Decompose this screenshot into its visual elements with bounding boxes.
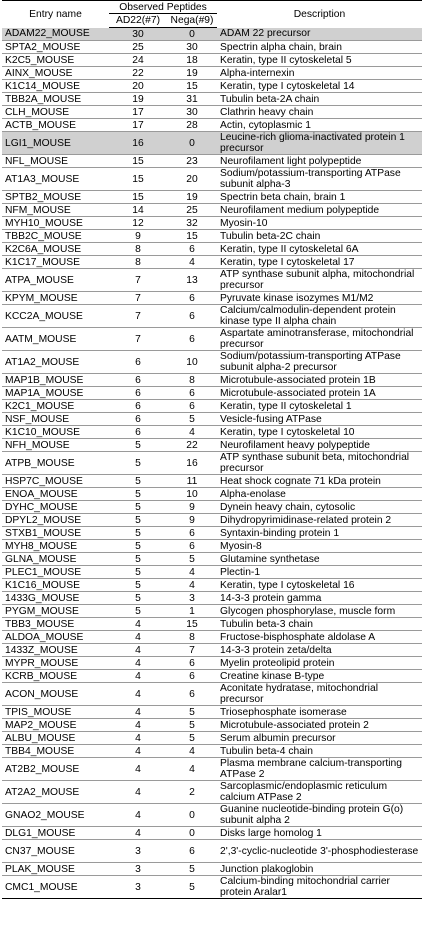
table-row <box>2 719 422 732</box>
table-row <box>2 67 422 80</box>
entry-name-cell: K1C14_MOUSE <box>2 80 109 93</box>
description-cell: Myelin proteolipid protein <box>217 657 422 670</box>
nega-count-cell: 9 <box>167 514 217 527</box>
entry-name-cell: PLAK_MOUSE <box>2 863 109 876</box>
description-cell: 14-3-3 protein gamma <box>217 592 422 605</box>
table-row <box>2 230 422 243</box>
entry-name-cell: K1C17_MOUSE <box>2 256 109 269</box>
description-cell: Microtubule-associated protein 1B <box>217 374 422 387</box>
table-row <box>2 863 422 876</box>
nega-count-cell: 4 <box>167 579 217 592</box>
nega-count-cell: 1 <box>167 605 217 618</box>
table-row <box>2 631 422 644</box>
ad22-count-cell: 15 <box>109 155 167 168</box>
nega-count-cell: 10 <box>167 351 217 374</box>
table-header <box>2 1 422 28</box>
entry-name-cell: DLG1_MOUSE <box>2 827 109 840</box>
table-row <box>2 840 422 863</box>
description-cell: Heat shock cognate 71 kDa protein <box>217 475 422 488</box>
description-cell: Microtubule-associated protein 2 <box>217 719 422 732</box>
entry-name-cell: SPTA2_MOUSE <box>2 41 109 54</box>
table-row <box>2 452 422 475</box>
nega-count-cell: 25 <box>167 204 217 217</box>
nega-count-cell: 2 <box>167 781 217 804</box>
nega-count-cell: 6 <box>167 292 217 305</box>
description-cell: Glycogen phosphorylase, muscle form <box>217 605 422 618</box>
description-cell: Actin, cytoplasmic 1 <box>217 119 422 132</box>
entry-name-cell: TBB4_MOUSE <box>2 745 109 758</box>
table-row <box>2 155 422 168</box>
ad22-count-cell: 8 <box>109 243 167 256</box>
description-cell: Alpha-internexin <box>217 67 422 80</box>
description-cell: Alpha-enolase <box>217 488 422 501</box>
description-cell: Spectrin alpha chain, brain <box>217 41 422 54</box>
peptide-table-container <box>2 0 422 899</box>
table-row <box>2 119 422 132</box>
description-cell: Myosin-8 <box>217 540 422 553</box>
ad22-count-cell: 5 <box>109 488 167 501</box>
table-row <box>2 732 422 745</box>
entry-name-cell: ACON_MOUSE <box>2 683 109 706</box>
nega-count-cell: 6 <box>167 540 217 553</box>
nega-count-cell: 32 <box>167 217 217 230</box>
table-row <box>2 781 422 804</box>
ad22-count-cell: 16 <box>109 132 167 155</box>
entry-name-cell: MYPR_MOUSE <box>2 657 109 670</box>
ad22-count-cell: 3 <box>109 876 167 899</box>
ad22-count-cell: 12 <box>109 217 167 230</box>
ad22-count-cell: 17 <box>109 119 167 132</box>
table-row <box>2 292 422 305</box>
description-cell: Glutamine synthetase <box>217 553 422 566</box>
entry-name-cell: MYH10_MOUSE <box>2 217 109 230</box>
description-cell: ATP synthase subunit beta, mitochondrial precursor <box>217 452 422 475</box>
description-cell: Plectin-1 <box>217 566 422 579</box>
entry-name-cell: NSF_MOUSE <box>2 413 109 426</box>
entry-name-cell: DYHC_MOUSE <box>2 501 109 514</box>
table-row <box>2 579 422 592</box>
nega-count-cell: 10 <box>167 488 217 501</box>
entry-name-cell: GLNA_MOUSE <box>2 553 109 566</box>
ad22-count-cell: 6 <box>109 426 167 439</box>
table-row <box>2 827 422 840</box>
nega-count-cell: 31 <box>167 93 217 106</box>
entry-name-cell: STXB1_MOUSE <box>2 527 109 540</box>
entry-name-cell: AT1A2_MOUSE <box>2 351 109 374</box>
ad22-count-cell: 6 <box>109 413 167 426</box>
description-cell: ATP synthase subunit alpha, mitochondrial precursor <box>217 269 422 292</box>
ad22-count-cell: 6 <box>109 374 167 387</box>
table-row <box>2 804 422 827</box>
entry-name-cell: MAP1B_MOUSE <box>2 374 109 387</box>
ad22-count-cell: 4 <box>109 657 167 670</box>
table-row <box>2 106 422 119</box>
table-row <box>2 758 422 781</box>
ad22-count-cell: 6 <box>109 351 167 374</box>
description-cell: 2',3'-cyclic-nucleotide 3'-phosphodiesterase <box>217 840 422 863</box>
nega-count-cell: 7 <box>167 644 217 657</box>
ad22-count-cell: 4 <box>109 644 167 657</box>
ad22-count-cell: 17 <box>109 106 167 119</box>
nega-count-cell: 20 <box>167 168 217 191</box>
description-cell: Myosin-10 <box>217 217 422 230</box>
description-cell: Aconitate hydratase, mitochondrial precursor <box>217 683 422 706</box>
entry-name-cell: AT2A2_MOUSE <box>2 781 109 804</box>
description-cell: Sodium/potassium-transporting ATPase subunit alpha-3 <box>217 168 422 191</box>
description-cell: Calcium-binding mitochondrial carrier protein Aralar1 <box>217 876 422 899</box>
nega-count-cell: 6 <box>167 243 217 256</box>
ad22-count-cell: 6 <box>109 400 167 413</box>
table-row <box>2 488 422 501</box>
header-observed-peptides: Observed Peptides <box>109 1 217 14</box>
table-row <box>2 592 422 605</box>
nega-count-cell: 8 <box>167 374 217 387</box>
entry-name-cell: AT2B2_MOUSE <box>2 758 109 781</box>
entry-name-cell: 1433Z_MOUSE <box>2 644 109 657</box>
description-cell: Keratin, type II cytoskeletal 1 <box>217 400 422 413</box>
table-row <box>2 41 422 54</box>
ad22-count-cell: 6 <box>109 387 167 400</box>
description-cell: Leucine-rich glioma-inactivated protein 1 precursor <box>217 132 422 155</box>
entry-name-cell: TPIS_MOUSE <box>2 706 109 719</box>
entry-name-cell: HSP7C_MOUSE <box>2 475 109 488</box>
ad22-count-cell: 4 <box>109 706 167 719</box>
nega-count-cell: 6 <box>167 387 217 400</box>
nega-count-cell: 6 <box>167 527 217 540</box>
description-cell: Clathrin heavy chain <box>217 106 422 119</box>
description-cell: Spectrin beta chain, brain 1 <box>217 191 422 204</box>
table-row <box>2 426 422 439</box>
nega-count-cell: 9 <box>167 501 217 514</box>
entry-name-cell: CMC1_MOUSE <box>2 876 109 899</box>
description-cell: Neurofilament medium polypeptide <box>217 204 422 217</box>
table-row <box>2 657 422 670</box>
ad22-count-cell: 5 <box>109 553 167 566</box>
nega-count-cell: 4 <box>167 426 217 439</box>
entry-name-cell: NFH_MOUSE <box>2 439 109 452</box>
ad22-count-cell: 4 <box>109 683 167 706</box>
nega-count-cell: 8 <box>167 631 217 644</box>
ad22-count-cell: 8 <box>109 256 167 269</box>
description-cell: Creatine kinase B-type <box>217 670 422 683</box>
description-cell: Fructose-bisphosphate aldolase A <box>217 631 422 644</box>
nega-count-cell: 0 <box>167 28 217 41</box>
table-row <box>2 93 422 106</box>
table-row <box>2 305 422 328</box>
ad22-count-cell: 14 <box>109 204 167 217</box>
entry-name-cell: NFL_MOUSE <box>2 155 109 168</box>
description-cell: Triosephosphate isomerase <box>217 706 422 719</box>
table-row <box>2 413 422 426</box>
nega-count-cell: 4 <box>167 758 217 781</box>
description-cell: Tubulin beta-2A chain <box>217 93 422 106</box>
nega-count-cell: 0 <box>167 132 217 155</box>
nega-count-cell: 30 <box>167 106 217 119</box>
peptide-table <box>2 0 422 899</box>
nega-count-cell: 13 <box>167 269 217 292</box>
description-cell: Tubulin beta-3 chain <box>217 618 422 631</box>
table-row <box>2 387 422 400</box>
ad22-count-cell: 15 <box>109 191 167 204</box>
table-row <box>2 191 422 204</box>
entry-name-cell: AT1A3_MOUSE <box>2 168 109 191</box>
nega-count-cell: 6 <box>167 670 217 683</box>
entry-name-cell: GNAO2_MOUSE <box>2 804 109 827</box>
entry-name-cell: KCRB_MOUSE <box>2 670 109 683</box>
ad22-count-cell: 5 <box>109 566 167 579</box>
table-row <box>2 168 422 191</box>
ad22-count-cell: 7 <box>109 292 167 305</box>
entry-name-cell: ADAM22_MOUSE <box>2 28 109 41</box>
entry-name-cell: K2C6A_MOUSE <box>2 243 109 256</box>
ad22-count-cell: 4 <box>109 827 167 840</box>
entry-name-cell: 1433G_MOUSE <box>2 592 109 605</box>
ad22-count-cell: 4 <box>109 745 167 758</box>
entry-name-cell: MAP1A_MOUSE <box>2 387 109 400</box>
description-cell: Keratin, type I cytoskeletal 17 <box>217 256 422 269</box>
ad22-count-cell: 19 <box>109 93 167 106</box>
table-row <box>2 132 422 155</box>
nega-count-cell: 6 <box>167 328 217 351</box>
entry-name-cell: DPYL2_MOUSE <box>2 514 109 527</box>
ad22-count-cell: 9 <box>109 230 167 243</box>
description-cell: Neurofilament heavy polypeptide <box>217 439 422 452</box>
ad22-count-cell: 24 <box>109 54 167 67</box>
nega-count-cell: 11 <box>167 475 217 488</box>
nega-count-cell: 23 <box>167 155 217 168</box>
ad22-count-cell: 4 <box>109 758 167 781</box>
table-row <box>2 553 422 566</box>
entry-name-cell: ALDOA_MOUSE <box>2 631 109 644</box>
table-row <box>2 644 422 657</box>
nega-count-cell: 5 <box>167 706 217 719</box>
ad22-count-cell: 5 <box>109 439 167 452</box>
table-body <box>2 28 422 899</box>
description-cell: 14-3-3 protein zeta/delta <box>217 644 422 657</box>
description-cell: Tubulin beta-4 chain <box>217 745 422 758</box>
entry-name-cell: PLEC1_MOUSE <box>2 566 109 579</box>
ad22-count-cell: 5 <box>109 540 167 553</box>
ad22-count-cell: 7 <box>109 328 167 351</box>
nega-count-cell: 19 <box>167 191 217 204</box>
description-cell: Pyruvate kinase isozymes M1/M2 <box>217 292 422 305</box>
nega-count-cell: 6 <box>167 305 217 328</box>
nega-count-cell: 6 <box>167 683 217 706</box>
description-cell: Guanine nucleotide-binding protein G(o) subunit alpha 2 <box>217 804 422 827</box>
entry-name-cell: LGI1_MOUSE <box>2 132 109 155</box>
nega-count-cell: 4 <box>167 566 217 579</box>
description-cell: Keratin, type I cytoskeletal 16 <box>217 579 422 592</box>
description-cell: Dynein heavy chain, cytosolic <box>217 501 422 514</box>
table-row <box>2 683 422 706</box>
ad22-count-cell: 5 <box>109 579 167 592</box>
nega-count-cell: 5 <box>167 863 217 876</box>
ad22-count-cell: 4 <box>109 781 167 804</box>
description-cell: Aspartate aminotransferase, mitochondrial precursor <box>217 328 422 351</box>
table-row <box>2 54 422 67</box>
description-cell: Vesicle-fusing ATPase <box>217 413 422 426</box>
ad22-count-cell: 5 <box>109 501 167 514</box>
nega-count-cell: 16 <box>167 452 217 475</box>
description-cell: Junction plakoglobin <box>217 863 422 876</box>
table-row <box>2 876 422 899</box>
table-row <box>2 475 422 488</box>
description-cell: Keratin, type II cytoskeletal 5 <box>217 54 422 67</box>
nega-count-cell: 6 <box>167 657 217 670</box>
nega-count-cell: 0 <box>167 804 217 827</box>
entry-name-cell: ACTB_MOUSE <box>2 119 109 132</box>
ad22-count-cell: 15 <box>109 168 167 191</box>
entry-name-cell: SPTB2_MOUSE <box>2 191 109 204</box>
ad22-count-cell: 25 <box>109 41 167 54</box>
nega-count-cell: 22 <box>167 439 217 452</box>
entry-name-cell: TBB2A_MOUSE <box>2 93 109 106</box>
nega-count-cell: 15 <box>167 80 217 93</box>
description-cell: Sarcoplasmic/endoplasmic reticulum calcium ATPase 2 <box>217 781 422 804</box>
nega-count-cell: 4 <box>167 256 217 269</box>
ad22-count-cell: 5 <box>109 527 167 540</box>
description-cell: Tubulin beta-2C chain <box>217 230 422 243</box>
table-row <box>2 269 422 292</box>
entry-name-cell: ATPB_MOUSE <box>2 452 109 475</box>
table-row <box>2 670 422 683</box>
ad22-count-cell: 3 <box>109 840 167 863</box>
ad22-count-cell: 4 <box>109 732 167 745</box>
description-cell: Serum albumin precursor <box>217 732 422 745</box>
entry-name-cell: K1C16_MOUSE <box>2 579 109 592</box>
ad22-count-cell: 3 <box>109 863 167 876</box>
entry-name-cell: AATM_MOUSE <box>2 328 109 351</box>
table-row <box>2 745 422 758</box>
entry-name-cell: K2C5_MOUSE <box>2 54 109 67</box>
nega-count-cell: 5 <box>167 719 217 732</box>
table-row <box>2 540 422 553</box>
table-row <box>2 256 422 269</box>
nega-count-cell: 28 <box>167 119 217 132</box>
entry-name-cell: TBB3_MOUSE <box>2 618 109 631</box>
table-row <box>2 28 422 41</box>
header-nega: Nega(#9) <box>167 14 217 28</box>
nega-count-cell: 3 <box>167 592 217 605</box>
table-row <box>2 566 422 579</box>
entry-name-cell: CN37_MOUSE <box>2 840 109 863</box>
nega-count-cell: 5 <box>167 732 217 745</box>
nega-count-cell: 15 <box>167 230 217 243</box>
ad22-count-cell: 4 <box>109 804 167 827</box>
entry-name-cell: TBB2C_MOUSE <box>2 230 109 243</box>
entry-name-cell: ALBU_MOUSE <box>2 732 109 745</box>
ad22-count-cell: 5 <box>109 592 167 605</box>
ad22-count-cell: 30 <box>109 28 167 41</box>
table-row <box>2 501 422 514</box>
ad22-count-cell: 5 <box>109 514 167 527</box>
description-cell: Disks large homolog 1 <box>217 827 422 840</box>
ad22-count-cell: 4 <box>109 631 167 644</box>
ad22-count-cell: 4 <box>109 719 167 732</box>
entry-name-cell: AINX_MOUSE <box>2 67 109 80</box>
description-cell: Keratin, type II cytoskeletal 6A <box>217 243 422 256</box>
nega-count-cell: 5 <box>167 553 217 566</box>
description-cell: Microtubule-associated protein 1A <box>217 387 422 400</box>
table-row <box>2 243 422 256</box>
ad22-count-cell: 5 <box>109 605 167 618</box>
ad22-count-cell: 5 <box>109 475 167 488</box>
nega-count-cell: 30 <box>167 41 217 54</box>
ad22-count-cell: 7 <box>109 305 167 328</box>
entry-name-cell: NFM_MOUSE <box>2 204 109 217</box>
table-row <box>2 351 422 374</box>
entry-name-cell: ENOA_MOUSE <box>2 488 109 501</box>
nega-count-cell: 5 <box>167 413 217 426</box>
description-cell: Neurofilament light polypeptide <box>217 155 422 168</box>
nega-count-cell: 0 <box>167 827 217 840</box>
nega-count-cell: 18 <box>167 54 217 67</box>
table-row <box>2 328 422 351</box>
table-row <box>2 439 422 452</box>
entry-name-cell: ATPA_MOUSE <box>2 269 109 292</box>
description-cell: Keratin, type I cytoskeletal 14 <box>217 80 422 93</box>
nega-count-cell: 15 <box>167 618 217 631</box>
table-row <box>2 204 422 217</box>
nega-count-cell: 5 <box>167 876 217 899</box>
entry-name-cell: KPYM_MOUSE <box>2 292 109 305</box>
description-cell: Plasma membrane calcium-transporting ATPase 2 <box>217 758 422 781</box>
entry-name-cell: PYGM_MOUSE <box>2 605 109 618</box>
description-cell: Sodium/potassium-transporting ATPase subunit alpha-2 precursor <box>217 351 422 374</box>
ad22-count-cell: 22 <box>109 67 167 80</box>
ad22-count-cell: 5 <box>109 452 167 475</box>
ad22-count-cell: 4 <box>109 670 167 683</box>
table-row <box>2 527 422 540</box>
entry-name-cell: K2C1_MOUSE <box>2 400 109 413</box>
header-description: Description <box>293 8 346 20</box>
table-row <box>2 514 422 527</box>
table-row <box>2 400 422 413</box>
table-row <box>2 217 422 230</box>
header-ad22: AD22(#7) <box>109 14 167 28</box>
entry-name-cell: MAP2_MOUSE <box>2 719 109 732</box>
table-row <box>2 605 422 618</box>
entry-name-cell: KCC2A_MOUSE <box>2 305 109 328</box>
description-cell: ADAM 22 precursor <box>217 28 422 41</box>
description-cell: Dihydropyrimidinase-related protein 2 <box>217 514 422 527</box>
description-cell: Syntaxin-binding protein 1 <box>217 527 422 540</box>
header-entry-name: Entry name <box>29 8 82 20</box>
ad22-count-cell: 7 <box>109 269 167 292</box>
description-cell: Calcium/calmodulin-dependent protein kinase type II alpha chain <box>217 305 422 328</box>
description-cell: Keratin, type I cytoskeletal 10 <box>217 426 422 439</box>
nega-count-cell: 4 <box>167 745 217 758</box>
table-row <box>2 80 422 93</box>
entry-name-cell: K1C10_MOUSE <box>2 426 109 439</box>
nega-count-cell: 6 <box>167 840 217 863</box>
ad22-count-cell: 4 <box>109 618 167 631</box>
nega-count-cell: 19 <box>167 67 217 80</box>
entry-name-cell: CLH_MOUSE <box>2 106 109 119</box>
table-row <box>2 374 422 387</box>
nega-count-cell: 6 <box>167 400 217 413</box>
table-row <box>2 618 422 631</box>
ad22-count-cell: 20 <box>109 80 167 93</box>
entry-name-cell: MYH8_MOUSE <box>2 540 109 553</box>
table-row <box>2 706 422 719</box>
